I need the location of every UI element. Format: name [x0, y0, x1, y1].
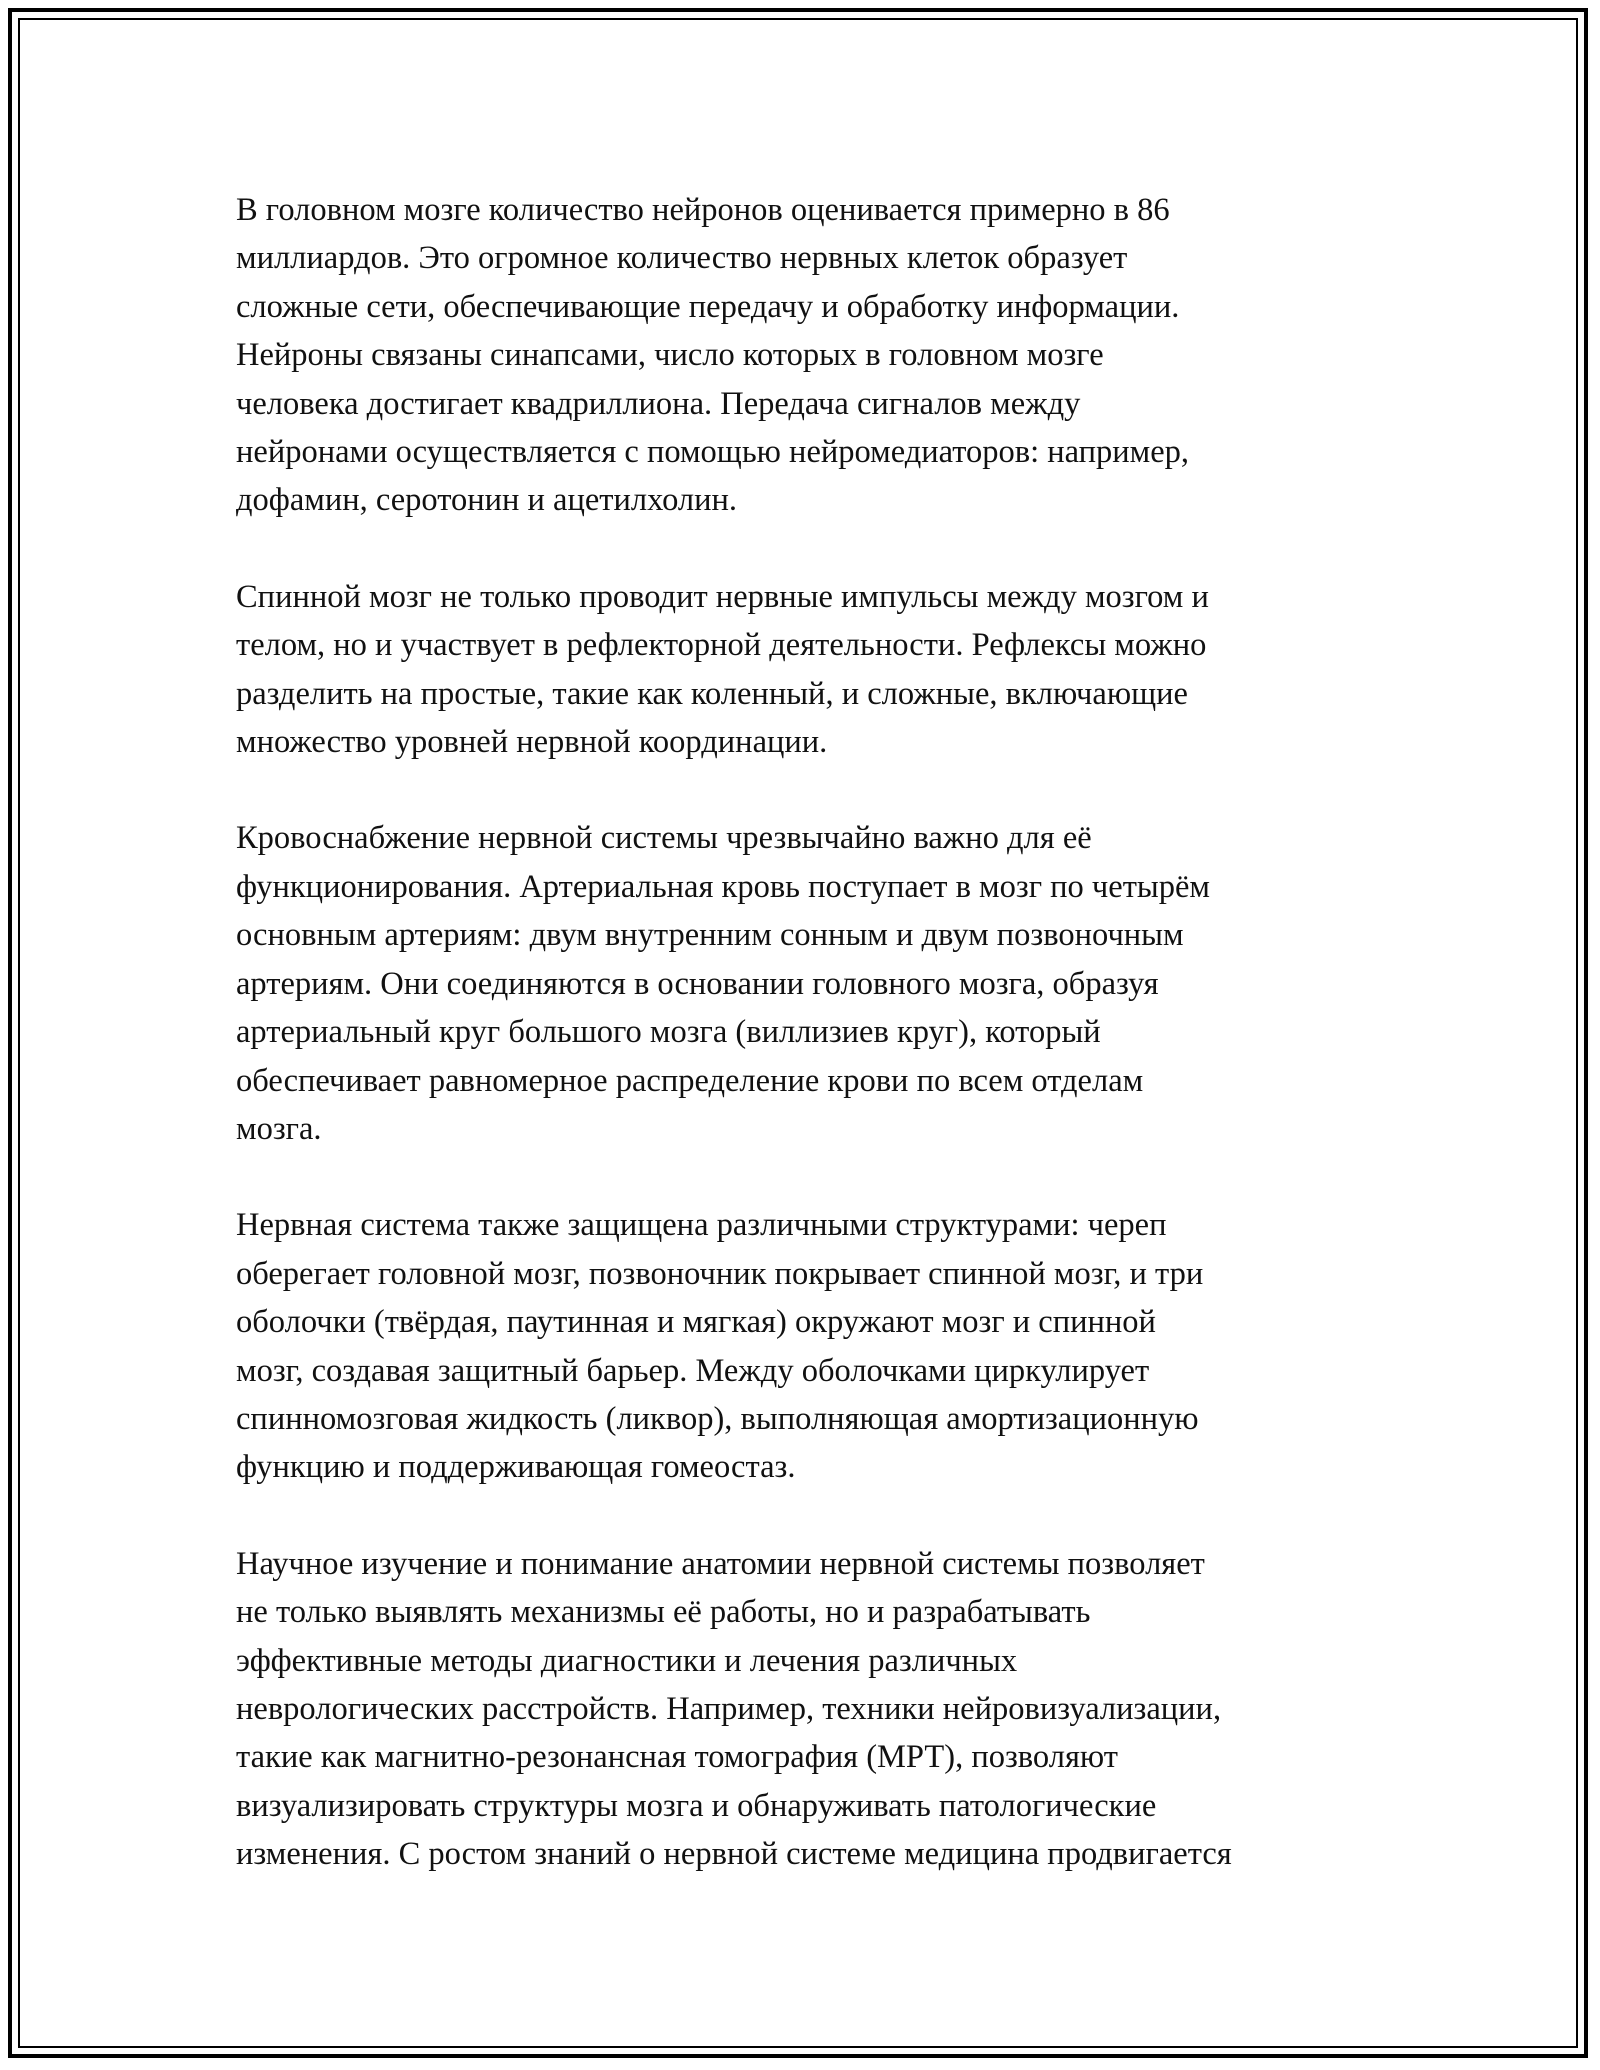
- text-line: Научное изучение и понимание анатомии нервной системы позволяет: [236, 1545, 1205, 1582]
- text-line: обеспечивает равномерное распределение крови по всем отделам: [236, 1062, 1144, 1099]
- text-line: артериям. Они соединяются в основании головного мозга, образуя: [236, 965, 1159, 1002]
- text-line: В головном мозге количество нейронов оценивается примерно в 86: [236, 192, 1170, 228]
- text-line: человека достигает квадриллиона. Передача сигналов между: [236, 385, 1081, 422]
- text-line: мозга.: [236, 1110, 322, 1147]
- text-line: функцию и поддерживающая гомеостаз.: [236, 1449, 796, 1486]
- text-line: неврологических расстройств. Например, техники нейровизуализации,: [236, 1690, 1222, 1727]
- text-line: нейронами осуществляется с помощью нейромедиаторов: например,: [236, 434, 1190, 471]
- paragraph-protection: [236, 1201, 1366, 1491]
- text-line: множество уровней нервной координации.: [236, 724, 828, 761]
- text-line: дофамин, серотонин и ацетилхолин.: [236, 482, 738, 519]
- text-line: такие как магнитно-резонансная томография (МРТ), позволяют: [236, 1739, 1118, 1776]
- text-line: Кровоснабжение нервной системы чрезвычайно важно для её: [236, 820, 1092, 857]
- paragraph-blood-supply: [236, 814, 1366, 1153]
- paragraph-research: [236, 1540, 1366, 1879]
- text-line: спинномозговая жидкость (ликвор), выполняющая амортизационную: [236, 1400, 1199, 1437]
- text-line: телом, но и участвует в рефлекторной деятельности. Рефлексы можно: [236, 627, 1207, 664]
- paragraph-spinal-cord: [236, 573, 1366, 767]
- text-line: сложные сети, обеспечивающие передачу и обработку информации.: [236, 288, 1180, 325]
- text-line: мозг, создавая защитный барьер. Между оболочками циркулирует: [236, 1352, 1150, 1389]
- text-line: Спинной мозг не только проводит нервные импульсы между мозгом и: [236, 578, 1209, 615]
- text-line: визуализировать структуры мозга и обнаруживать патологические: [236, 1787, 1157, 1824]
- text-line: артериальный круг большого мозга (виллизиев круг), который: [236, 1014, 1101, 1051]
- text-line: не только выявлять механизмы её работы, но и разрабатывать: [236, 1594, 1091, 1631]
- document-body: [236, 186, 1366, 1927]
- text-line: Нейроны связаны синапсами, число которых в головном мозге: [236, 337, 1104, 374]
- text-line: изменения. С ростом знаний о нервной системе медицина продвигается: [236, 1836, 1232, 1873]
- text-line: основным артериям: двум внутренним сонным и двум позвоночным: [236, 917, 1184, 954]
- paragraph-neurons: [236, 186, 1366, 525]
- text-line: миллиардов. Это огромное количество нервных клеток образует: [236, 240, 1128, 277]
- text-line: разделить на простые, такие как коленный, и сложные, включающие: [236, 675, 1188, 712]
- text-line: эффективные методы диагностики и лечения различных: [236, 1642, 1018, 1679]
- text-line: оберегает головной мозг, позвоночник покрывает спинной мозг, и три: [236, 1255, 1204, 1292]
- text-line: оболочки (твёрдая, паутинная и мягкая) окружают мозг и спинной: [236, 1304, 1156, 1341]
- text-line: функционирования. Артериальная кровь поступает в мозг по четырём: [236, 868, 1210, 905]
- text-line: Нервная система также защищена различными структурами: череп: [236, 1207, 1167, 1244]
